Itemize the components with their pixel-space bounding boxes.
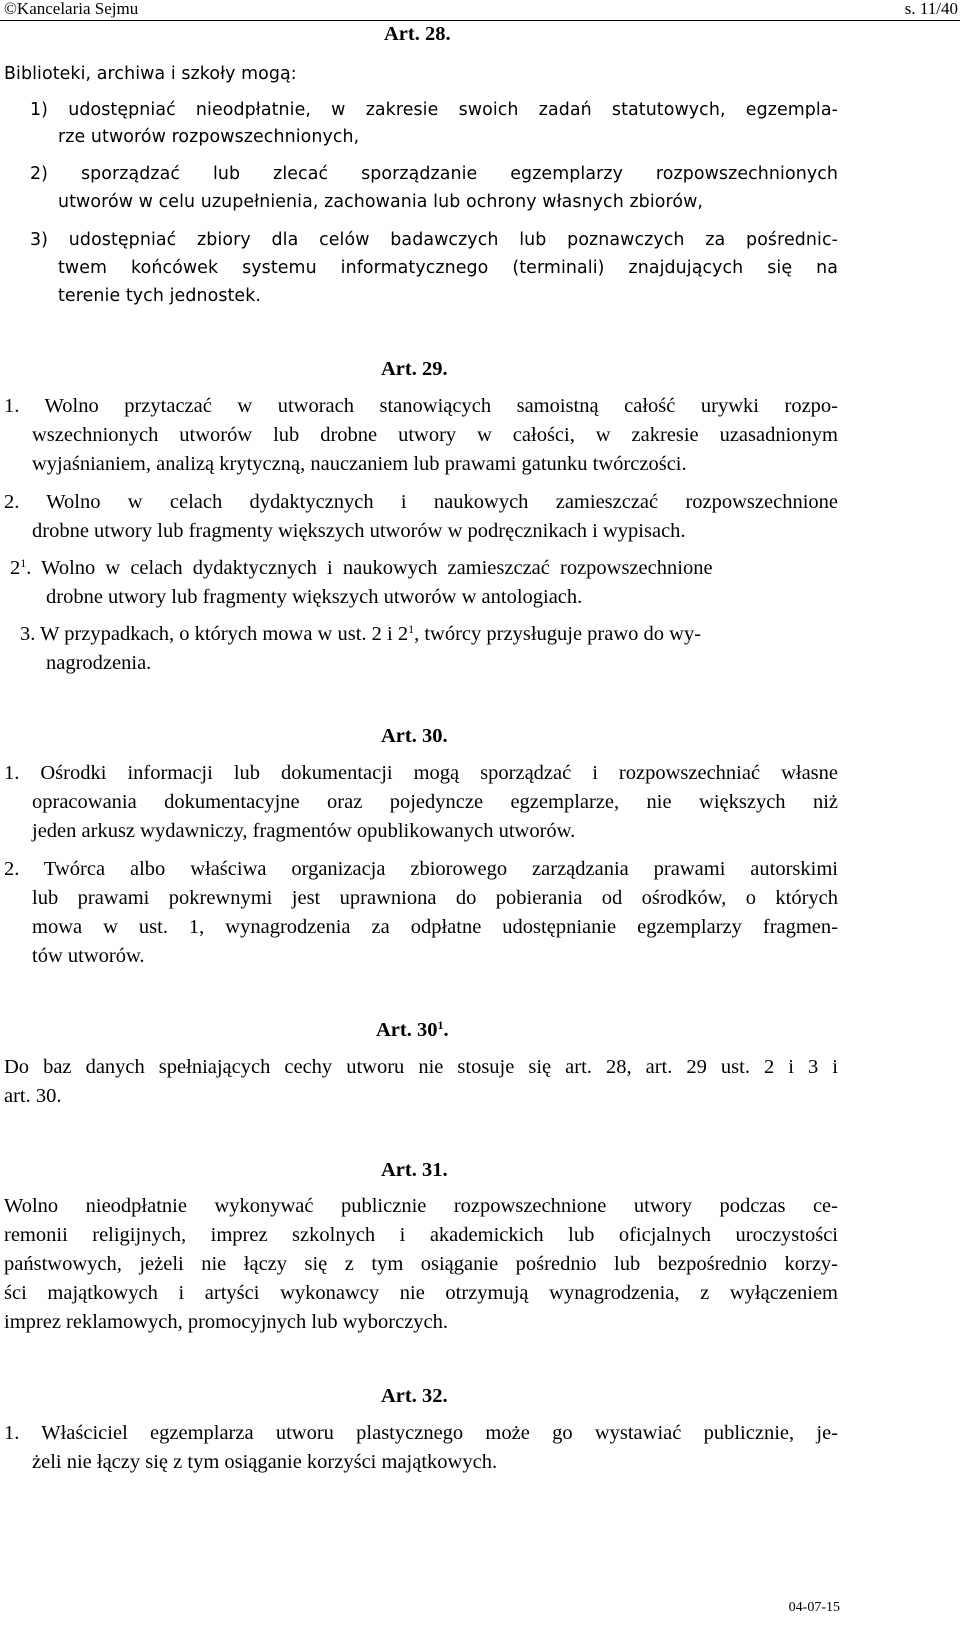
art30-1-title-a: Art. 30 (376, 1019, 438, 1041)
art31-line5: imprez reklamowych, promocyjnych lub wyborczych. (4, 1311, 449, 1333)
art29-ust3-text-b: , twórcy przysługuje prawo do wy- (414, 623, 702, 645)
page-header (0, 0, 960, 21)
art32-ust1-line1: 1. Właściciel egzemplarza utworu plastycznego może go wystawiać publicznie, je- (4, 1422, 838, 1444)
art28-point3-line3: terenie tych jednostek. (58, 286, 261, 306)
art30-1-title-superscript: 1 (437, 1018, 444, 1032)
footer-date: 04-07-15 (788, 1600, 840, 1615)
art28-point3-line1: 3) udostępniać zbiory dla celów badawczych lub poznawczych za pośrednic- (30, 230, 838, 250)
art30-ust2-line1: 2. Twórca albo właściwa organizacja zbiorowego zarządzania prawami autorskimi (4, 858, 838, 880)
art29-ust3-line2: nagrodzenia. (46, 652, 152, 674)
art28-point1-line1: 1) udostępniać nieodpłatnie, w zakresie swoich zadań statutowych, egzempla- (30, 100, 838, 120)
art29-ust3-line1 (20, 622, 701, 646)
art29-ust2-1-number: 2 (10, 557, 21, 579)
art30-ust1-line2: opracowania dokumentacyjne oraz pojedyncze egzemplarze, nie większych niż (32, 791, 838, 813)
header-source: ©Kancelaria Sejmu (4, 0, 139, 18)
art28-point2-line2: utworów w celu uzupełnienia, zachowania lub ochrony własnych zbiorów, (58, 192, 704, 212)
art29-ust2-1-line2: drobne utwory lub fragmenty większych utworów w antologiach. (46, 586, 583, 608)
art29-ust1-line3: wyjaśnianiem, analizą krytyczną, nauczaniem lub prawami gatunku twórczości. (32, 453, 687, 475)
art30-ust2-line2: lub prawami pokrewnymi jest uprawniona do pobierania od ośrodków, o których (32, 887, 838, 909)
art29-ust2-1-line1 (10, 556, 838, 580)
art32-ust1-line2: żeli nie łączy się z tym osiąganie korzyści majątkowych. (32, 1451, 498, 1473)
art30-1-line2: art. 30. (4, 1085, 62, 1107)
article-30-heading: Art. 30. (381, 725, 448, 747)
art28-point1-line2: rze utworów rozpowszechnionych, (58, 127, 360, 147)
art29-ust2-1-text: . Wolno w celach dydaktycznych i naukowych zamieszczać rozpowszechnione (26, 557, 713, 579)
article-32-heading: Art. 32. (381, 1385, 448, 1407)
art30-ust1-line1: 1. Ośrodki informacji lub dokumentacji mogą sporządzać i rozpowszechniać własne (4, 762, 838, 784)
article-31-heading: Art. 31. (381, 1159, 448, 1181)
art30-1-line1: Do baz danych spełniających cechy utworu nie stosuje się art. 28, art. 29 ust. 2 i 3 i (4, 1056, 838, 1078)
art29-ust2-1-superscript: 1 (20, 556, 27, 570)
art30-ust1-line3: jeden arkusz wydawniczy, fragmentów opublikowanych utworów. (32, 820, 576, 842)
art31-line2: remonii religijnych, imprez szkolnych i akademickich lub oficjalnych uroczystości (4, 1224, 838, 1246)
page-number: s. 11/40 (904, 0, 958, 18)
art30-1-title-b: . (443, 1019, 449, 1041)
art31-line4: ści majątkowych i artyści wykonawcy nie otrzymują wynagrodzenia, z wyłączeniem (4, 1282, 838, 1304)
article-29-heading: Art. 29. (381, 358, 448, 380)
art28-point2-line1: 2) sporządzać lub zlecać sporządzanie egzemplarzy rozpowszechnionych (30, 164, 838, 184)
article-30-1-heading (376, 1018, 449, 1042)
art29-ust1-line1: 1. Wolno przytaczać w utworach stanowiących samoistną całość urywki rozpo- (4, 395, 838, 417)
art28-point3-line2: twem końcówek systemu informatycznego (terminali) znajdujących się na (58, 258, 838, 278)
article-28-heading: Art. 28. (384, 23, 451, 45)
art30-ust2-line4: tów utworów. (32, 945, 145, 967)
art29-ust3-superscript: 1 (408, 622, 415, 636)
art29-ust3-text-a: 3. W przypadkach, o których mowa w ust. 2 i 2 (20, 623, 409, 645)
art29-ust2-line1: 2. Wolno w celach dydaktycznych i naukowych zamieszczać rozpowszechnione (4, 491, 838, 513)
art31-line1: Wolno nieodpłatnie wykonywać publicznie rozpowszechnione utwory podczas ce- (4, 1195, 838, 1217)
art28-intro: Biblioteki, archiwa i szkoły mogą: (4, 64, 297, 84)
art30-ust2-line3: mowa w ust. 1, wynagrodzenia za odpłatne udostępnianie egzemplarzy fragmen- (32, 916, 838, 938)
art31-line3: państwowych, jeżeli nie łączy się z tym osiąganie pośrednio lub bezpośrednio korzy- (4, 1253, 838, 1275)
art29-ust1-line2: wszechnionych utworów lub drobne utwory w całości, w zakresie uzasadnionym (32, 424, 838, 446)
art29-ust2-line2: drobne utwory lub fragmenty większych utworów w podręcznikach i wypisach. (32, 520, 686, 542)
